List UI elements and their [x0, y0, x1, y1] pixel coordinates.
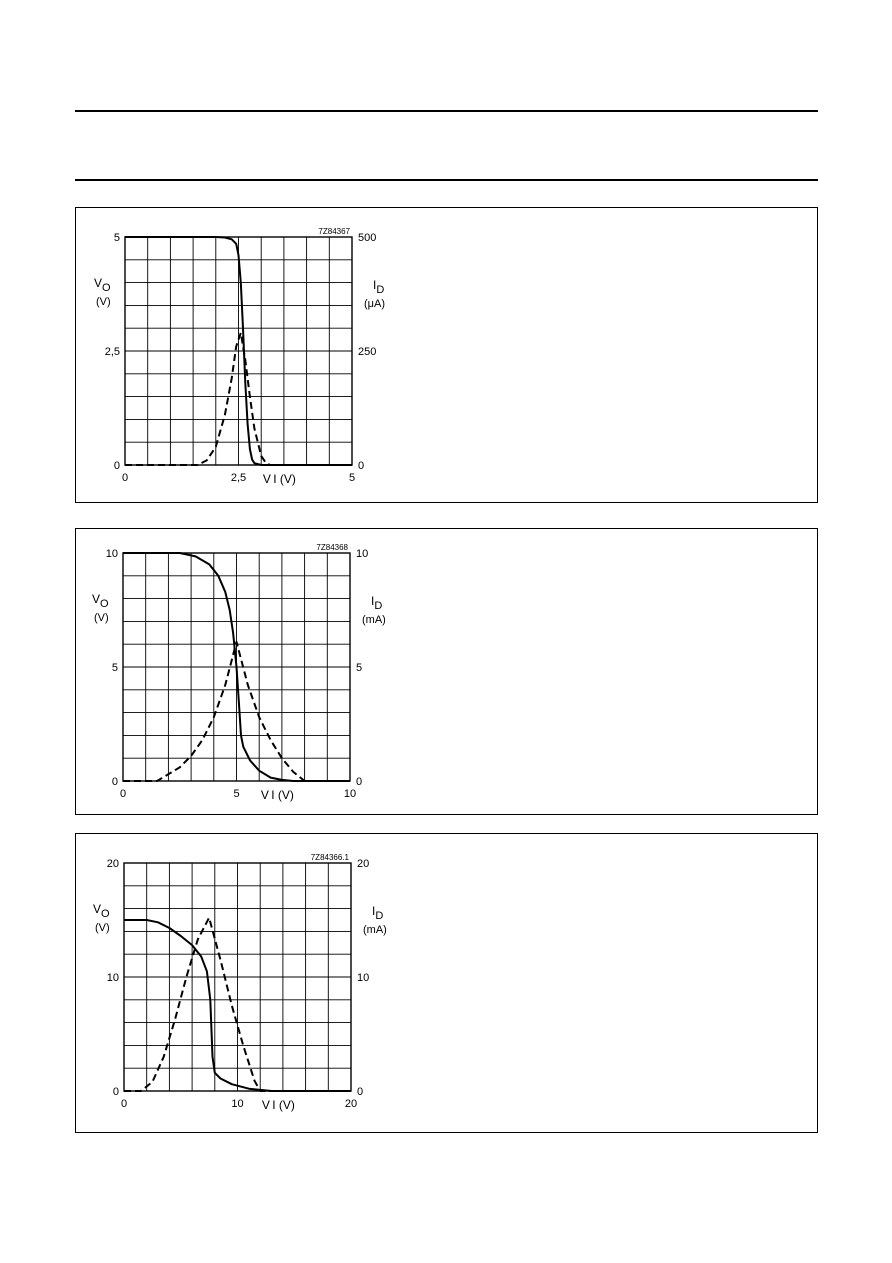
left-tick-label: 0	[113, 460, 120, 472]
x-tick-label: 2,5	[230, 472, 247, 484]
left-tick-label: 10	[105, 548, 118, 560]
right-tick-label: 0	[357, 1086, 364, 1098]
right-tick-label: 20	[357, 858, 370, 870]
left-tick-label: 5	[111, 662, 118, 674]
figure-code: 7Z84366.1	[310, 853, 349, 862]
right-axis-unit: (μA)	[364, 298, 386, 310]
x-axis-label: V I (V)	[260, 788, 294, 802]
right-axis-symbol: ID	[371, 594, 383, 612]
x-tick-label: 0	[121, 472, 129, 484]
x-tick-label: 0	[120, 1098, 128, 1110]
x-tick-label: 5	[348, 472, 356, 484]
x-axis-label: V I (V)	[261, 1098, 295, 1112]
left-axis-symbol: VO	[92, 592, 109, 610]
left-tick-label: 0	[112, 1086, 119, 1098]
chart-panel-1	[75, 207, 818, 503]
right-axis-unit: (mA)	[363, 924, 387, 936]
chart-3-svg	[76, 834, 817, 1132]
x-tick-label: 10	[343, 788, 357, 800]
right-tick-label: 10	[356, 548, 369, 560]
left-axis-unit: (V)	[95, 922, 110, 934]
x-tick-label: 5	[233, 788, 240, 800]
right-axis-unit: (mA)	[362, 614, 386, 626]
left-axis-symbol: VO	[94, 276, 111, 294]
chart-2-svg	[76, 529, 817, 814]
chart-1-svg	[76, 208, 817, 502]
left-axis-unit: (V)	[94, 612, 109, 624]
right-axis-symbol: ID	[372, 904, 384, 922]
x-axis-label: V I (V)	[262, 472, 296, 486]
right-tick-label: 0	[358, 460, 365, 472]
left-tick-label: 5	[113, 232, 120, 244]
right-axis-symbol: ID	[373, 278, 385, 296]
figure-code: 7Z84367	[318, 227, 350, 236]
x-tick-label: 20	[344, 1098, 358, 1110]
top-rule	[75, 110, 818, 112]
right-tick-label: 0	[356, 776, 363, 788]
x-tick-label: 10	[231, 1098, 244, 1110]
right-tick-label: 500	[358, 232, 377, 244]
left-tick-label: 10	[106, 972, 119, 984]
left-tick-label: 2,5	[104, 346, 120, 358]
right-tick-label: 10	[357, 972, 370, 984]
x-tick-label: 0	[119, 788, 127, 800]
header-rule	[75, 179, 818, 181]
left-tick-label: 0	[111, 776, 118, 788]
left-tick-label: 20	[106, 858, 119, 870]
chart-panel-2	[75, 528, 818, 815]
left-axis-symbol: VO	[93, 902, 110, 920]
figure-code: 7Z84368	[316, 543, 348, 552]
right-tick-label: 5	[356, 662, 363, 674]
left-axis-unit: (V)	[96, 296, 111, 308]
chart-panel-3	[75, 833, 818, 1133]
right-tick-label: 250	[358, 346, 377, 358]
